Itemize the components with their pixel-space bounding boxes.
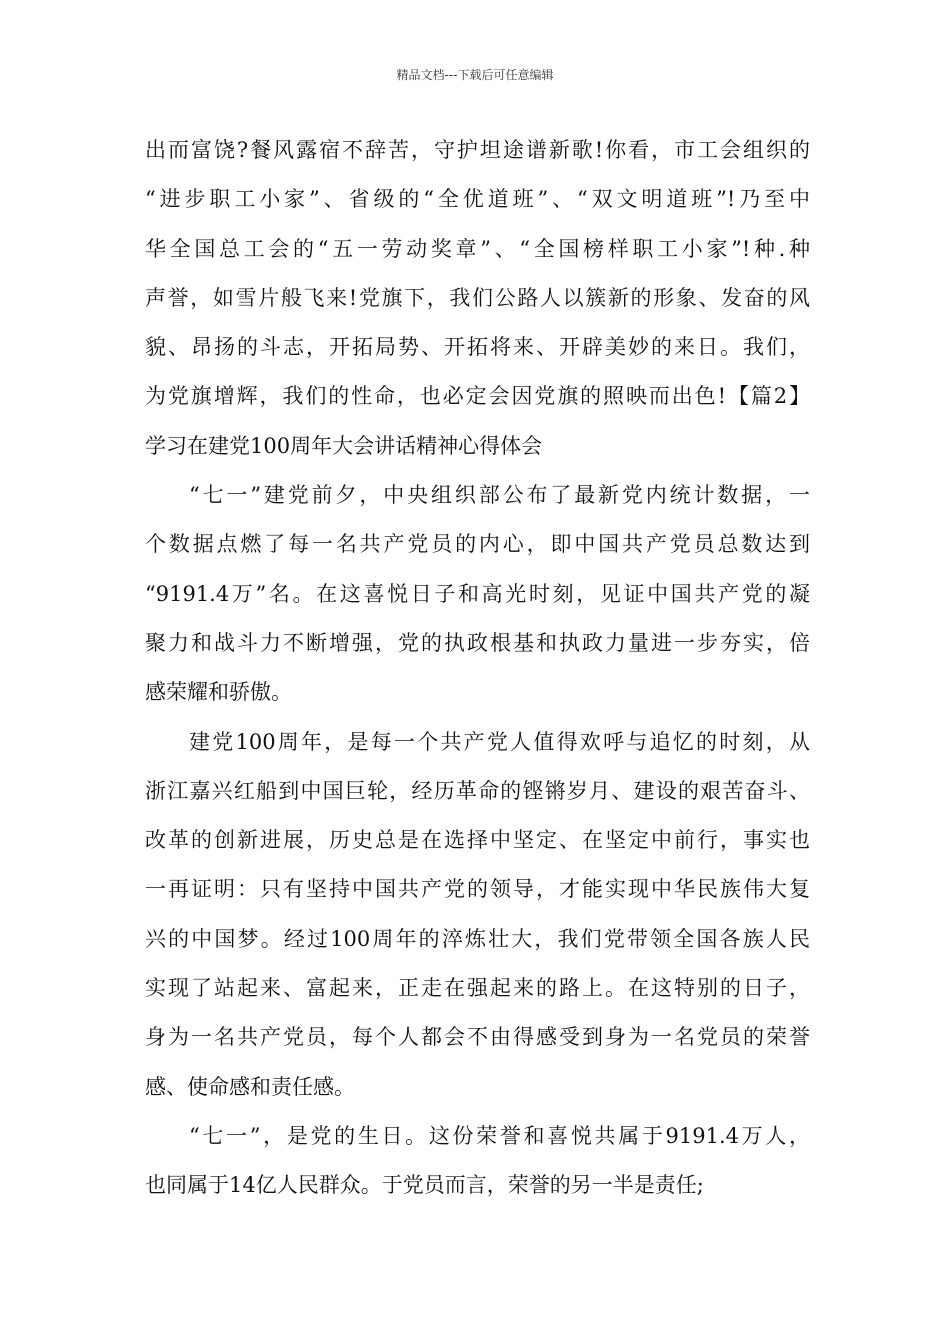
text-line: 为党旗增辉，我们的性命，也必定会因党旗的照映而出色!【篇2】 <box>145 384 810 409</box>
text-line: 个数据点燃了每一名共产党员的内心，即中国共产党员总数达到 <box>145 532 810 557</box>
text-line: “七一”，是党的生日。这份荣誉和喜悦共属于9191.4万人， <box>189 1123 810 1148</box>
text-line: 身为一名共产党员，每个人都会不由得感受到身为一名党员的荣誉 <box>145 1025 810 1050</box>
text-line: 貌、昂扬的斗志，开拓局势、开拓将来、开辟美妙的来日。我们， <box>145 335 810 360</box>
text-line: 聚力和战斗力不断增强，党的执政根基和执政力量进一步夯实，倍 <box>145 630 810 655</box>
text-line: “七一”建党前夕，中央组织部公布了最新党内统计数据，一 <box>189 483 810 508</box>
page-header: 精品文档---下载后可任意编辑 <box>396 68 554 82</box>
text-line: “9191.4万”名。在这喜悦日子和高光时刻，见证中国共产党的凝 <box>145 581 810 606</box>
text-line: 也同属于14亿人民群众。于党员而言，荣誉的另一半是责任; <box>145 1173 704 1198</box>
text-line: 兴的中国梦。经过100周年的淬炼壮大，我们党带领全国各族人民 <box>145 926 810 951</box>
text-line: 感荣耀和骄傲。 <box>145 680 292 705</box>
text-line: 建党100周年，是每一个共产党人值得欢呼与追忆的时刻，从 <box>189 729 810 754</box>
text-line: 感、使命感和责任感。 <box>145 1074 355 1099</box>
text-line: 学习在建党100周年大会讲话精神心得体会 <box>145 433 543 458</box>
text-line: 出而富饶?餐风露宿不辞苦，守护坦途谱新歌!你看，市工会组织的 <box>145 138 810 162</box>
text-line: 改革的创新进展，历史总是在选择中坚定、在坚定中前行，事实也 <box>145 828 810 853</box>
text-line: “进步职工小家”、省级的“全优道班”、“双文明道班”!乃至中 <box>145 187 810 212</box>
text-line: 华全国总工会的“五一劳动奖章”、“全国榜样职工小家”!种.种 <box>145 236 810 261</box>
text-line: 实现了站起来、富起来，正走在强起来的路上。在这特别的日子， <box>145 976 810 1001</box>
text-line: 声誉，如雪片般飞来!党旗下，我们公路人以簇新的形象、发奋的风 <box>145 285 810 310</box>
text-line: 一再证明：只有坚持中国共产党的领导，才能实现中华民族伟大复 <box>145 877 810 902</box>
document-body <box>145 126 810 1211</box>
text-line: 浙江嘉兴红船到中国巨轮，经历革命的铿锵岁月、建设的艰苦奋斗、 <box>145 778 810 803</box>
